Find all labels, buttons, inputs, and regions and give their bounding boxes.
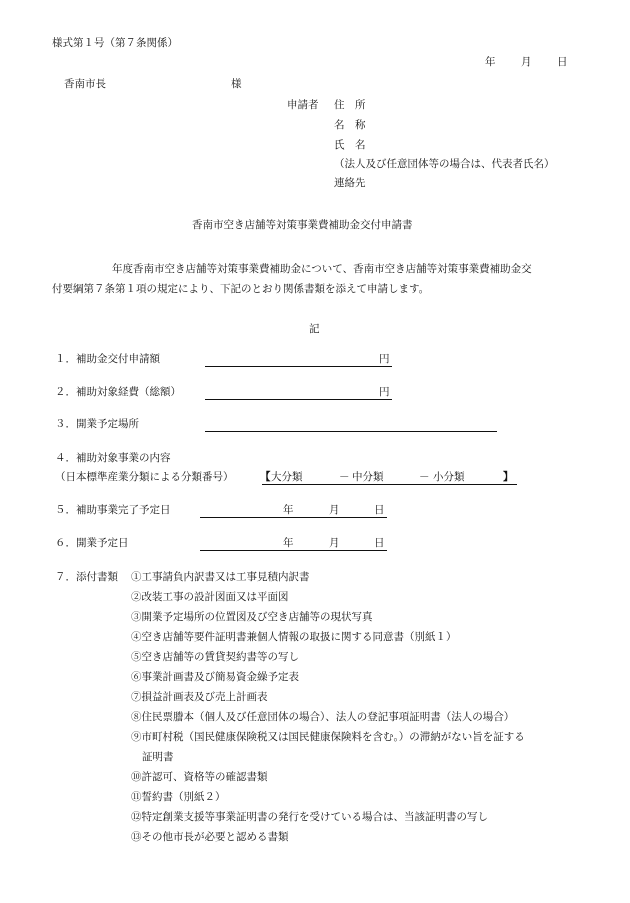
applicant-contact: 連絡先: [334, 177, 366, 189]
item-4-large-class: 大分類: [271, 471, 303, 483]
item-4-sub: （日本標準産業分類による分類番号）: [55, 471, 234, 483]
item-1-amount-field[interactable]: [205, 352, 392, 367]
item-5-year: 年: [283, 504, 294, 516]
applicant-person-name: 氏 名: [334, 139, 366, 151]
attachment-item: ⑨市町村税（国民健康保険税又は国民健康保険料を含む。）の滞納がない旨を証する: [131, 731, 525, 743]
item-2-amount-field[interactable]: [205, 385, 392, 400]
applicant-org-name: 名 称: [334, 119, 366, 131]
item-6-label: ６．開業予定日: [55, 537, 129, 549]
item-5-label: ５．補助事業完了予定日: [55, 504, 171, 516]
item-6-month: 月: [329, 537, 340, 549]
item-5-month: 月: [329, 504, 340, 516]
item-1-label: １．補助金交付申請額: [55, 353, 160, 365]
item-4-bracket-close: 】: [503, 471, 514, 483]
attachment-item: ⑦損益計画表及び売上計画表: [131, 691, 268, 703]
attachment-item: ①工事請負内訳書又は工事見積内訳書: [131, 571, 310, 583]
attachment-item-continuation: 証明書: [142, 751, 174, 763]
item-4-mid-class: 中分類: [352, 471, 384, 483]
item-5-day: 日: [374, 504, 385, 516]
body-text-line-2: 付要綱第７条第１項の規定により、下記のとおり関係書類を添えて申請します。: [52, 283, 430, 295]
item-3-label: ３．開業予定場所: [55, 418, 139, 430]
item-4-bracket-open: 【: [260, 471, 271, 483]
attachment-item: ⑤空き店舗等の賃貸契約書等の写し: [131, 651, 299, 663]
attachment-item: ②改装工事の設計図面又は平面図: [131, 591, 289, 603]
attachment-item: ⑥事業計画書及び簡易資金繰予定表: [131, 671, 299, 683]
form-number: 様式第１号（第７条関係）: [52, 37, 178, 49]
applicant-note: （法人及び任意団体等の場合は、代表者氏名）: [334, 158, 555, 170]
item-1-unit: 円: [379, 353, 390, 365]
date-day: 日: [557, 56, 568, 68]
applicant-label: 申請者: [287, 99, 319, 111]
item-4-dash-2: －: [419, 471, 430, 483]
applicant-address: 住 所: [334, 99, 366, 111]
item-3-location-field[interactable]: [205, 417, 497, 432]
document-title: 香南市空き店舗等対策事業費補助金交付申請書: [192, 219, 413, 231]
attachment-item: ⑩許認可、資格等の確認書類: [131, 771, 268, 783]
attachment-item: ④空き店舗等要件証明書兼個人情報の取扱に関する同意書（別紙１）: [131, 631, 457, 643]
item-4-small-class: 小分類: [433, 471, 465, 483]
addressee-honorific: 様: [231, 78, 242, 90]
item-2-unit: 円: [379, 386, 390, 398]
addressee-name: 香南市長: [64, 78, 106, 90]
item-4-label: ４．補助対象事業の内容: [55, 452, 171, 464]
date-year: 年: [485, 56, 496, 68]
item-6-year: 年: [283, 537, 294, 549]
item-2-label: ２．補助対象経費（総額）: [55, 386, 181, 398]
attachment-item: ⑧住民票謄本（個人及び任意団体の場合）、法人の登記事項証明書（法人の場合）: [131, 711, 515, 723]
body-text-line-1: 年度香南市空き店舗等対策事業費補助金について、香南市空き店舗等対策事業費補助金交: [112, 263, 532, 275]
attachment-item: ⑬その他市長が必要と認める書類: [131, 831, 289, 843]
attachment-item: ⑪誓約書（別紙２）: [131, 791, 226, 803]
date-month: 月: [521, 56, 532, 68]
attachment-item: ⑫特定創業支援等事業証明書の発行を受けている場合は、当該証明書の写し: [131, 811, 488, 823]
attachment-item: ③開業予定場所の位置図及び空き店舗等の現状写真: [131, 611, 373, 623]
item-4-dash-1: －: [339, 471, 350, 483]
item-6-day: 日: [374, 537, 385, 549]
item-7-label: ７．添付書類: [55, 571, 118, 583]
ki-heading: 記: [309, 323, 320, 335]
